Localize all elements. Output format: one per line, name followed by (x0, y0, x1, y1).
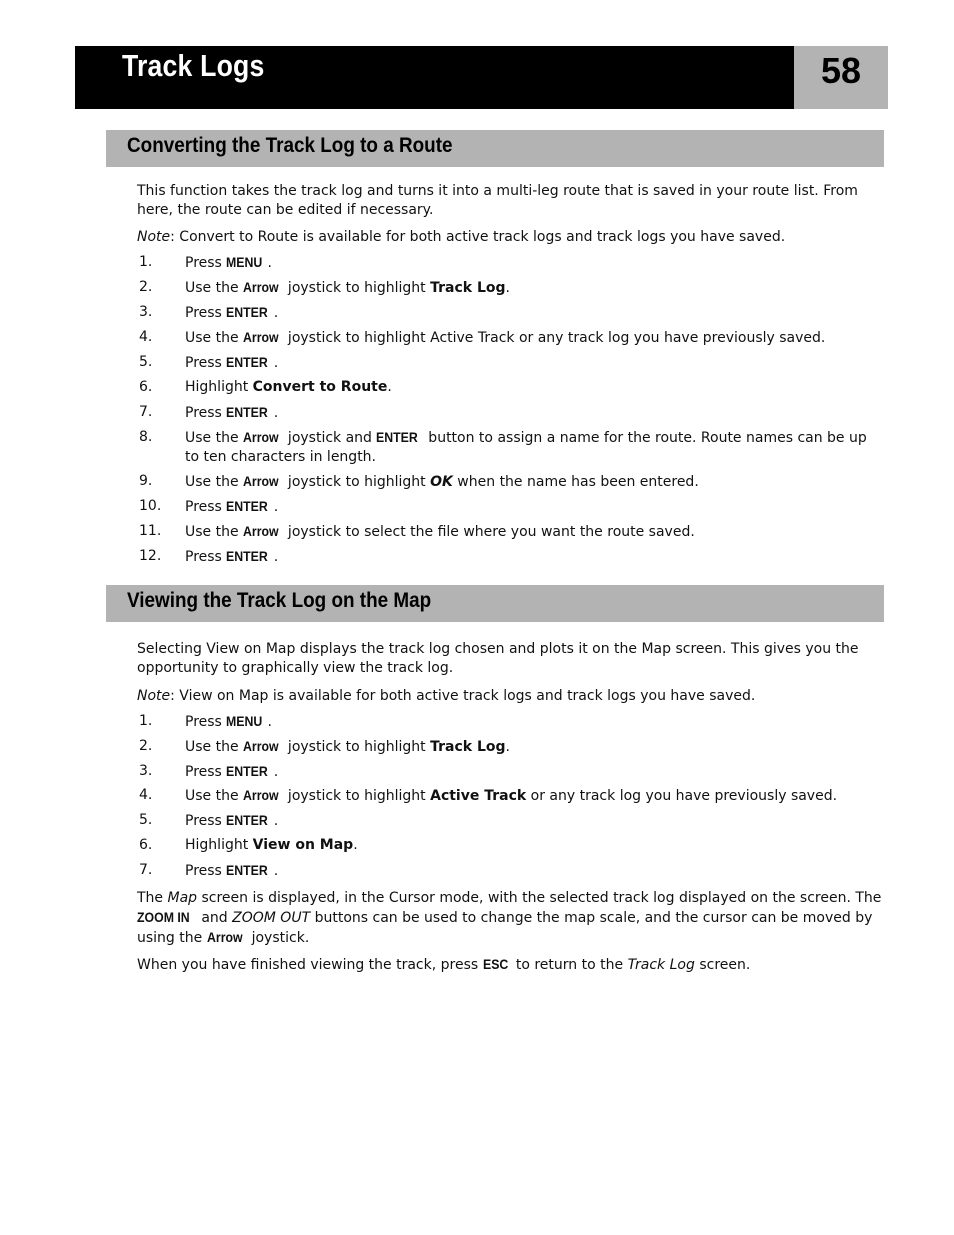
section-heading-bar (106, 130, 884, 167)
intro-text: This function takes the track log and turns it into a multi-leg route that is saved in your route list. From here, the route can be edited if necessary. (137, 183, 858, 218)
step-text (185, 522, 882, 542)
menu-item-label: Track Log (430, 280, 506, 296)
step-number: 6. (139, 379, 153, 395)
step-text (185, 861, 882, 881)
page-number: 58 (794, 46, 888, 109)
key-label: Arrow (243, 787, 279, 803)
section-heading: Converting the Track Log to a Route (127, 134, 453, 157)
key-label: MENU (226, 713, 263, 729)
step-number: 5. (139, 354, 153, 370)
step-text (185, 328, 882, 348)
step-number: 6. (139, 837, 153, 853)
key-label: Arrow (243, 523, 279, 539)
text-run: . (273, 863, 279, 879)
step-text (185, 712, 882, 732)
key-label: ENTER (226, 763, 269, 779)
text-run: . (387, 379, 392, 395)
menu-item-label: OK (430, 474, 453, 490)
section-intro (137, 640, 882, 678)
text-run: . (273, 305, 279, 321)
text-run: joystick to highlight (283, 280, 431, 296)
text-run: Highlight (185, 837, 253, 853)
text-run: Press (185, 305, 227, 321)
text-run: Press (185, 255, 227, 271)
note-text: : Convert to Route is available for both active track logs and track logs you have saved. (170, 229, 786, 245)
text-run: . (353, 837, 358, 853)
text-run: Use the (185, 474, 244, 490)
text-run: Press (185, 549, 227, 565)
step-number: 10. (139, 498, 162, 514)
menu-item-label: Convert to Route (252, 379, 388, 395)
step-text (185, 811, 882, 831)
step-number: 3. (139, 304, 153, 320)
text-run: . (273, 813, 279, 829)
text-run: The (137, 890, 168, 906)
text-run: Use the (185, 524, 244, 540)
step-number: 2. (139, 279, 153, 295)
text-run: . (505, 739, 510, 755)
step-text (185, 786, 882, 806)
key-label: Arrow (243, 473, 279, 489)
text-run: Press (185, 813, 227, 829)
text-run: Press (185, 499, 227, 515)
text-run: Use the (185, 430, 244, 446)
text-run: . (273, 549, 279, 565)
screen-name: Track Log (627, 957, 695, 973)
text-run: When you have finished viewing the track, press (137, 957, 483, 973)
step-number: 1. (139, 254, 153, 270)
step-text (185, 547, 882, 567)
text-run: joystick to highlight (283, 739, 431, 755)
menu-item-label: Track Log (430, 739, 506, 755)
step-text (185, 472, 882, 492)
note (137, 228, 882, 247)
text-run: and (196, 910, 233, 926)
key-label: ENTER (226, 354, 269, 370)
step-number: 1. (139, 713, 153, 729)
chapter-title-bar (75, 46, 794, 109)
key-label: ZOOM IN (137, 909, 190, 925)
text-run: screen. (694, 957, 751, 973)
key-label: Arrow (243, 329, 279, 345)
step-number: 11. (139, 523, 162, 539)
step-text (185, 378, 882, 397)
text-run: . (505, 280, 510, 296)
key-label: Arrow (243, 279, 279, 295)
text-run: Press (185, 863, 227, 879)
step-text (185, 428, 882, 467)
section-intro (137, 182, 882, 220)
text-run: when the name has been entered. (452, 474, 699, 490)
text-run: Press (185, 714, 227, 730)
step-number: 3. (139, 763, 153, 779)
step-text (185, 497, 882, 517)
key-label: ENTER (226, 304, 269, 320)
chapter-title: Track Logs (122, 48, 265, 83)
menu-item-label: View on Map (252, 837, 354, 853)
key-label: Arrow (243, 429, 279, 445)
key-label: Arrow (206, 929, 243, 945)
section-heading: Viewing the Track Log on the Map (127, 589, 432, 612)
screen-name: Map (167, 890, 198, 906)
step-text (185, 278, 882, 298)
text-run: . (273, 355, 279, 371)
text-run: Use the (185, 330, 244, 346)
text-run: Use the (185, 280, 244, 296)
key-label: Arrow (243, 738, 279, 754)
step-number: 4. (139, 329, 153, 345)
menu-item-label: Active Track (430, 788, 527, 804)
text-run: Use the (185, 788, 244, 804)
text-run: joystick and (283, 430, 377, 446)
step-number: 12. (139, 548, 162, 564)
intro-text: Selecting View on Map displays the track log chosen and plots it on the Map screen. This gives you the opportunity to graphically view the track log. (137, 641, 859, 676)
text-run: joystick to highlight (283, 474, 431, 490)
step-number: 5. (139, 812, 153, 828)
text-run: screen is displayed, in the Cursor mode, with the selected track log displayed on the screen. The (197, 890, 882, 906)
key-label: MENU (226, 254, 263, 270)
text-run: joystick. (247, 930, 310, 946)
section-heading-bar (106, 585, 884, 622)
closing-paragraph (137, 889, 882, 948)
step-number: 7. (139, 862, 153, 878)
step-text (185, 762, 882, 782)
text-run: . (273, 499, 279, 515)
text-run: or any track log you have previously saved. (526, 788, 838, 804)
step-text (185, 353, 882, 373)
text-run: Press (185, 355, 227, 371)
text-run: . (273, 405, 279, 421)
note-text: : View on Map is available for both active track logs and track logs you have saved. (170, 688, 756, 704)
note (137, 687, 882, 706)
text-run: . (267, 255, 272, 271)
step-text (185, 303, 882, 323)
text-run: button to assign a name for the route. Route names can be up to ten characters in length. (185, 430, 867, 465)
key-label: ENTER (226, 812, 269, 828)
step-number: 7. (139, 404, 153, 420)
note-label: Note (137, 688, 171, 704)
step-number: 2. (139, 738, 153, 754)
text-run: . (267, 714, 272, 730)
key-label: ENTER (226, 404, 269, 420)
step-number: 4. (139, 787, 153, 803)
key-label: ENTER (226, 548, 269, 564)
text-run: Press (185, 405, 227, 421)
step-text (185, 403, 882, 423)
key-label: ENTER (226, 498, 269, 514)
closing-paragraph (137, 955, 882, 975)
text-run: buttons can be used to change the map scale, and the cursor can be moved by using the (137, 910, 873, 946)
text-run: Use the (185, 739, 244, 755)
text-run: joystick to highlight Active Track or any track log you have previously saved. (283, 330, 826, 346)
step-text (185, 836, 882, 855)
key-label: ENTER (226, 862, 269, 878)
key-label: ENTER (376, 429, 419, 445)
step-text (185, 737, 882, 757)
key-label: ESC (482, 956, 508, 972)
text-run: joystick to highlight (283, 788, 431, 804)
text-run: Highlight (185, 379, 253, 395)
step-text (185, 253, 882, 273)
text-run: Press (185, 764, 227, 780)
screen-name: ZOOM OUT (232, 910, 311, 926)
step-number: 8. (139, 429, 153, 445)
text-run: joystick to select the file where you want the route saved. (283, 524, 695, 540)
step-number: 9. (139, 473, 153, 489)
text-run: . (273, 764, 279, 780)
note-label: Note (137, 229, 171, 245)
text-run: to return to the (511, 957, 628, 973)
